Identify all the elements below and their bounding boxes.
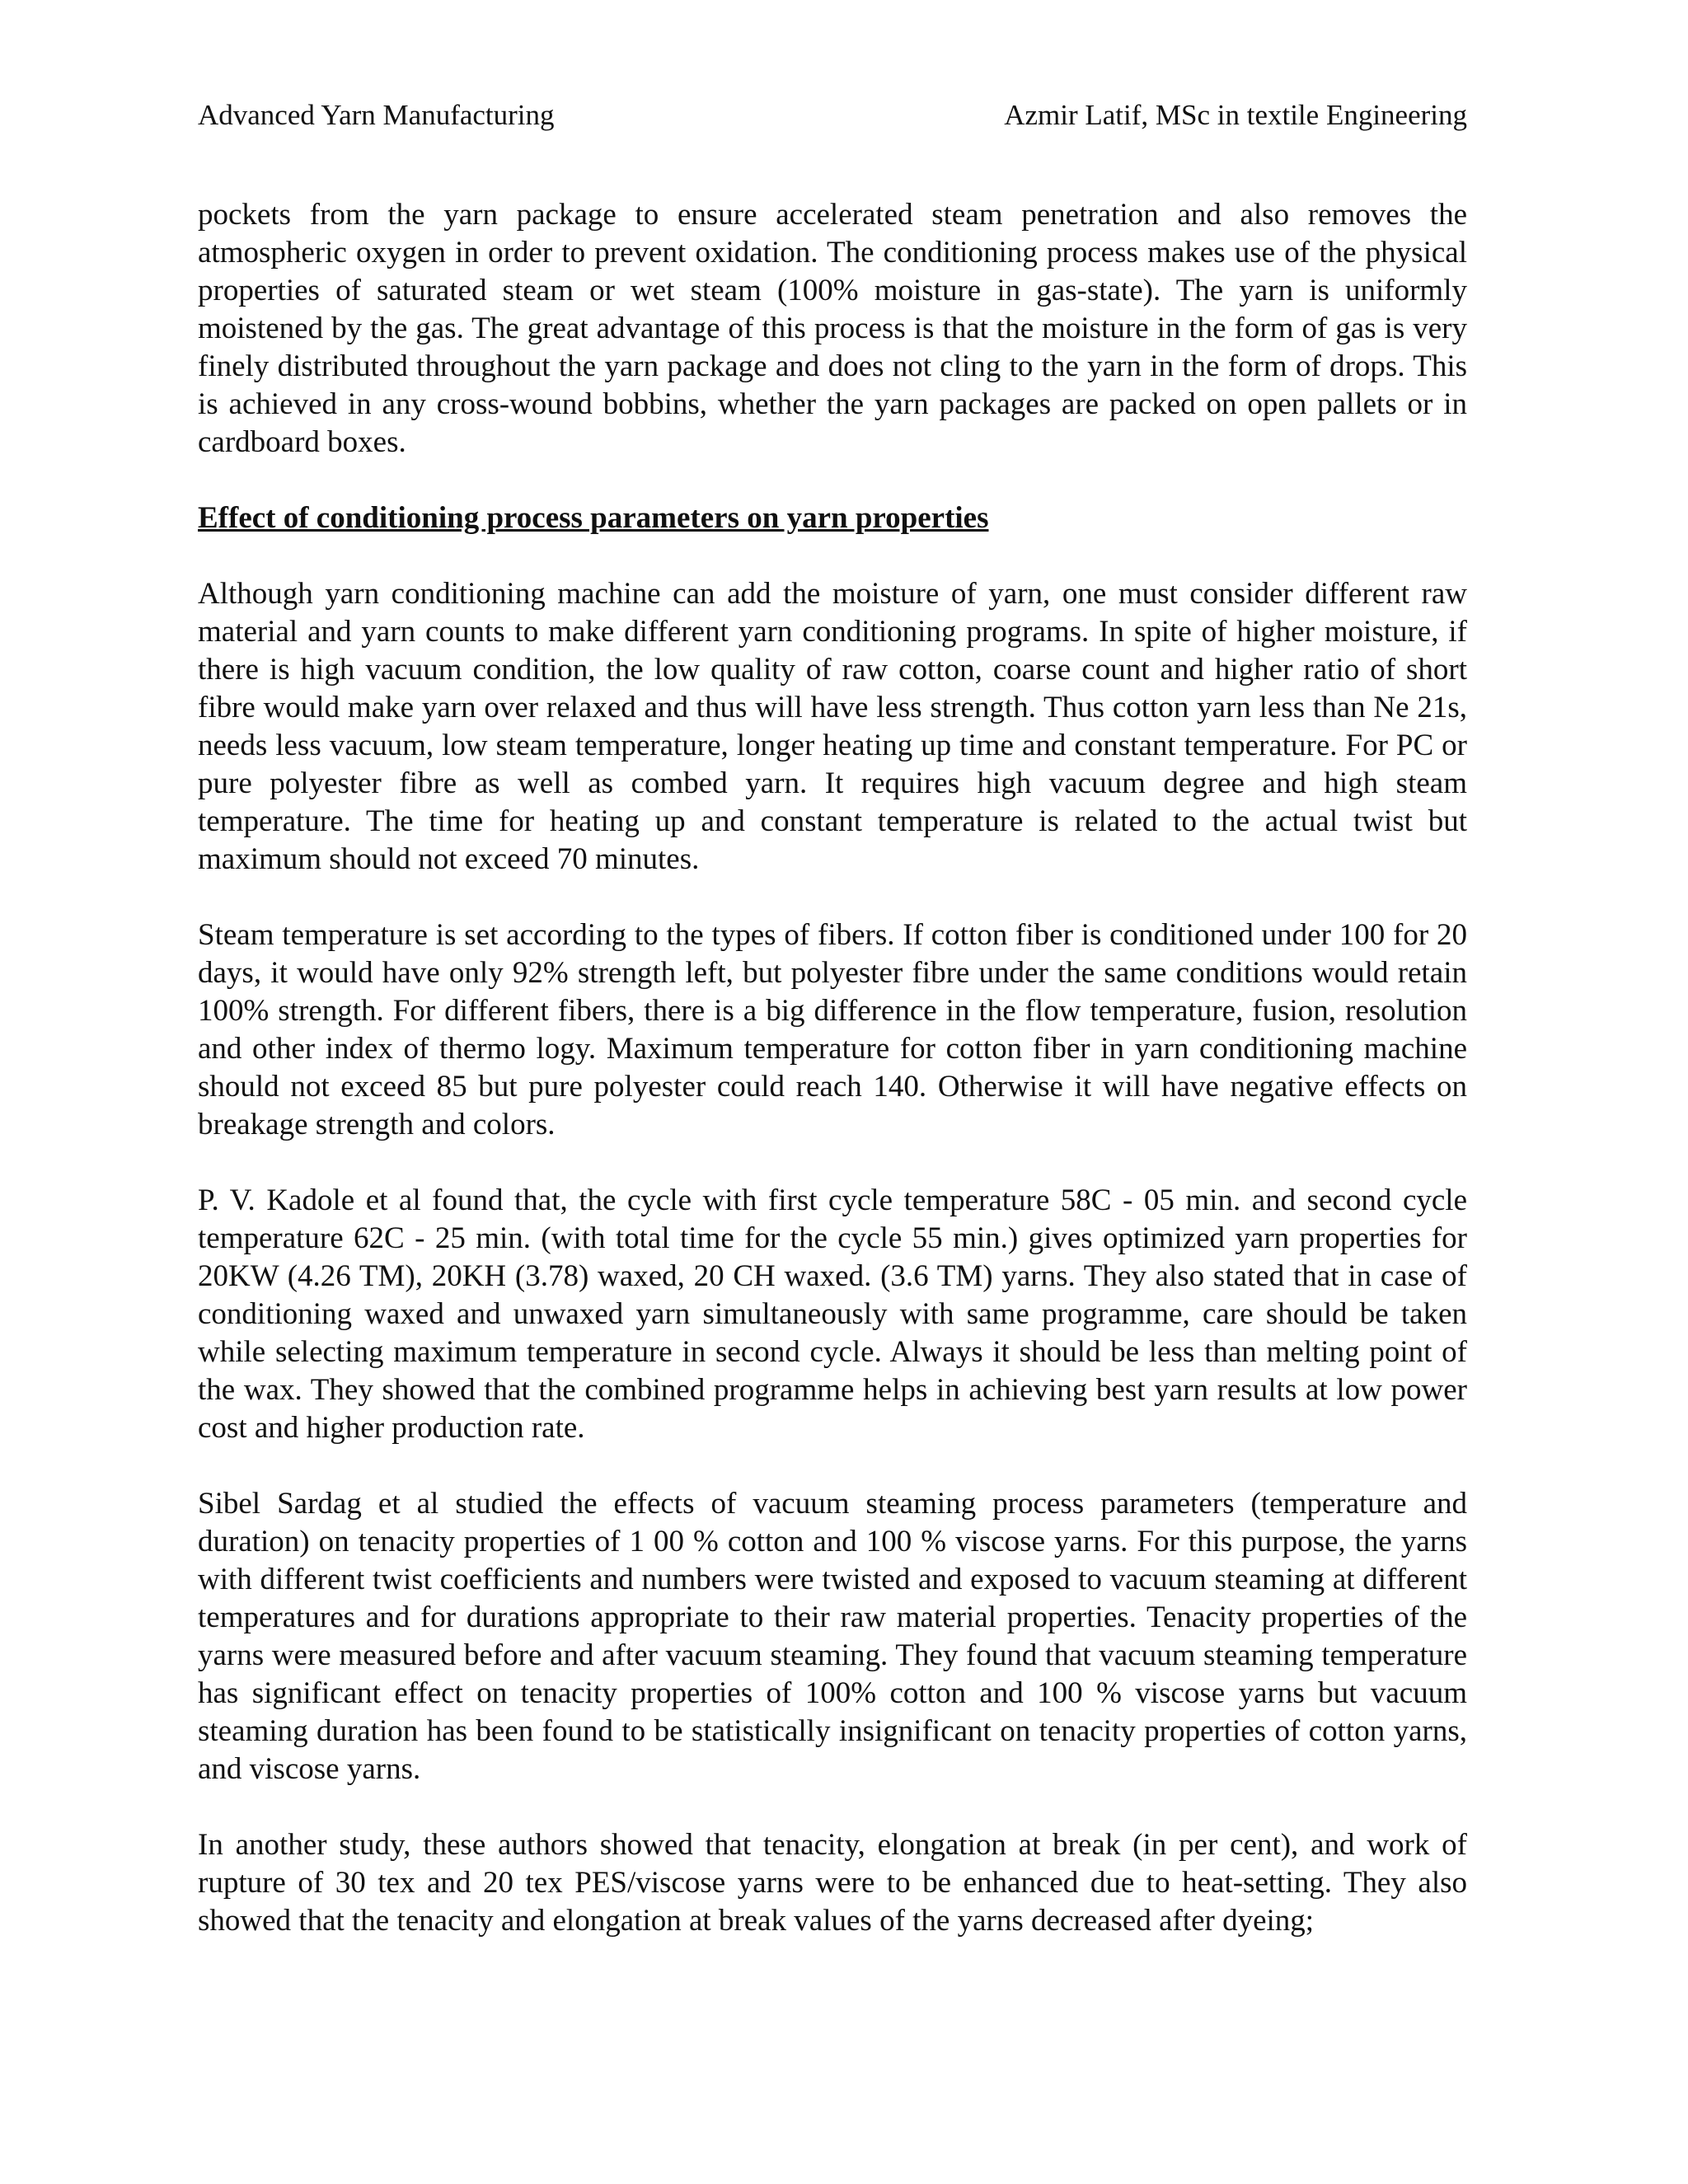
page-body [198,196,1467,1978]
paragraph-4: P. V. Kadole et al found that, the cycle with first cycle temperature 58C - 05 min. and second cycle temperature 62C - 25 min. (with total time for the cycle 55 min.) gives optimized yarn properties for 20KW (4.26 TM), 20KH (3.78) waxed, 20 CH waxed. (3.6 TM) yarns. They also stated that in case of conditioning waxed and unwaxed yarn simultaneously with same programme, care should be taken while selecting maximum temperature in second cycle. Always it should be less than melting point of the wax. They showed that the combined programme helps in achieving best yarn results at low power cost and higher production rate. [198,1183,1467,1445]
section-heading: Effect of conditioning process parameters on yarn properties [198,501,989,535]
document-page [198,0,1467,2184]
paragraph-5: Sibel Sardag et al studied the effects of vacuum steaming process parameters (temperature and duration) on tenacity properties of 1 00 % cotton and 100 % viscose yarns. For this purpose, the yarns with different twist coefficients and numbers were twisted and exposed to vacuum steaming at different temperatures and for durations appropriate to their raw material properties. Tenacity properties of the yarns were measured before and after vacuum steaming. They found that vacuum steaming temperature has significant effect on tenacity properties of 100% cotton and 100 % viscose yarns but vacuum steaming duration has been found to be statistically insignificant on tenacity properties of cotton yarns, and viscose yarns. [198,1487,1467,1786]
page-header [198,97,1467,134]
header-title: Advanced Yarn Manufacturing [198,99,555,131]
paragraph-2: Although yarn conditioning machine can add the moisture of yarn, one must consider different raw material and yarn counts to make different yarn conditioning programs. In spite of higher moisture, if there is high vacuum condition, the low quality of raw cotton, coarse count and higher ratio of short fibre would make yarn over relaxed and thus will have less strength. Thus cotton yarn less than Ne 21s, needs less vacuum, low steam temperature, longer heating up time and constant temperature. For PC or pure polyester fibre as well as combed yarn. It requires high vacuum degree and high steam temperature. The time for heating up and constant temperature is related to the actual twist but maximum should not exceed 70 minutes. [198,577,1467,876]
paragraph-3: Steam temperature is set according to the types of fibers. If cotton fiber is conditioned under 100 for 20 days, it would have only 92% strength left, but polyester fibre under the same conditions would retain 100% strength. For different fibers, there is a big difference in the flow temperature, fusion, resolution and other index of thermo logy. Maximum temperature for cotton fiber in yarn conditioning machine should not exceed 85 but pure polyester could reach 140. Otherwise it will have negative effects on breakage strength and colors. [198,918,1467,1141]
paragraph-1: pockets from the yarn package to ensure accelerated steam penetration and also removes the atmospheric oxygen in order to prevent oxidation. The conditioning process makes use of the physical properties of saturated steam or wet steam (100% moisture in gas-state). The yarn is uniformly moistened by the gas. The great advantage of this process is that the moisture in the form of gas is very finely distributed throughout the yarn package and does not cling to the yarn in the form of drops. This is achieved in any cross-wound bobbins, whether the yarn packages are packed on open pallets or in cardboard boxes. [198,198,1467,459]
header-author: Azmir Latif, MSc in textile Engineering [1004,99,1467,131]
paragraph-6: In another study, these authors showed that tenacity, elongation at break (in per cent), and work of rupture of 30 tex and 20 tex PES/viscose yarns were to be enhanced due to heat-setting. They also showed that the tenacity and elongation at break values of the yarns decreased after dyeing; [198,1828,1467,1938]
